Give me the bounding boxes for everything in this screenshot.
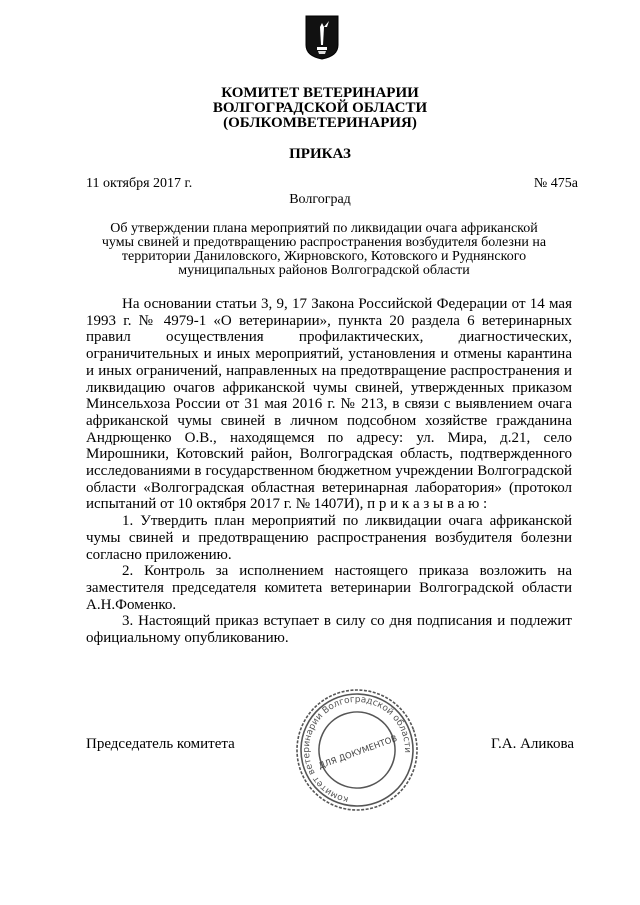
order-date: 11 октября 2017 г. bbox=[86, 176, 193, 191]
document-type-title: ПРИКАЗ bbox=[289, 146, 351, 162]
volgograd-coat-of-arms-emblem bbox=[305, 15, 339, 60]
order-subject bbox=[90, 222, 558, 278]
committee-title bbox=[0, 86, 640, 131]
official-round-stamp bbox=[292, 685, 422, 815]
committee-title-line: (ОБЛКОМВЕТЕРИНАРИЯ) bbox=[223, 115, 417, 131]
order-body bbox=[86, 296, 572, 647]
order-city: Волгоград bbox=[289, 192, 351, 207]
order-item: 3. Настоящий приказ вступает в силу со дня подписания и подлежит официальному опубликованию. bbox=[86, 613, 572, 647]
committee-title-line: КОМИТЕТ ВЕТЕРИНАРИИ bbox=[221, 85, 419, 101]
committee-title-line: ВОЛГОГРАДСКОЙ ОБЛАСТИ bbox=[212, 100, 428, 116]
subject-line: территории Даниловского, Жирновского, Котовского и Руднянского bbox=[121, 249, 527, 264]
order-number: № 475а bbox=[533, 176, 578, 191]
signatory-position: Председатель комитета bbox=[86, 736, 235, 752]
subject-line: Об утверждении плана мероприятий по ликвидации очага африканской bbox=[110, 221, 538, 236]
stamp-ring-text: комитет ветеринарии Волгоградской области bbox=[301, 694, 413, 805]
subject-line: чумы свиней и предотвращению распространения возбудителя болезни на bbox=[101, 235, 547, 250]
order-item: 2. Контроль за исполнением настоящего приказа возложить на заместителя председателя комитета ветеринарии Волгоградской области А.Н.Фоменко. bbox=[86, 563, 572, 613]
subject-line: муниципальных районов Волгоградской области bbox=[178, 263, 470, 278]
order-item: 1. Утвердить план мероприятий по ликвидации очага африканской чумы свиней и предотвращению распространения возбудителя болезни согласно приложению. bbox=[86, 513, 572, 563]
signatory-name: Г.А. Аликова bbox=[491, 736, 574, 752]
stamp-center-text: ДЛЯ ДОКУМЕНТОВ bbox=[317, 733, 399, 772]
preamble-paragraph: На основании статьи 3, 9, 17 Закона Российской Федерации от 14 мая 1993 г. № 4979-1 «О ветеринарии», пункта 20 раздела 6 ветеринарных правил осуществления профилактических, диагностических, ограничительных и иных мероприятий, установления и отмены карантина и иных ограничений, направленных на предотвращение распространения и ликвидацию очагов африканской чумы свиней, утвержденных приказом Минсельхоза России от 31 мая 2016 г. № 213, в связи с выявлением очага африканской чумы свиней в личном подсобном хозяйстве гражданина Андрющенко О.В., находящемся по адресу: ул. Мира, д.21, село Мирошники, Котовский район, Волгоградская область, подтвержденного исследованиями в государственном бюджетном учреждении Волгоградской области «Волгоградская областная ветеринарная лаборатория» (протокол испытаний от 10 октября 2017 г. № 1407И), п р и к а з ы в а ю : bbox=[86, 296, 572, 513]
